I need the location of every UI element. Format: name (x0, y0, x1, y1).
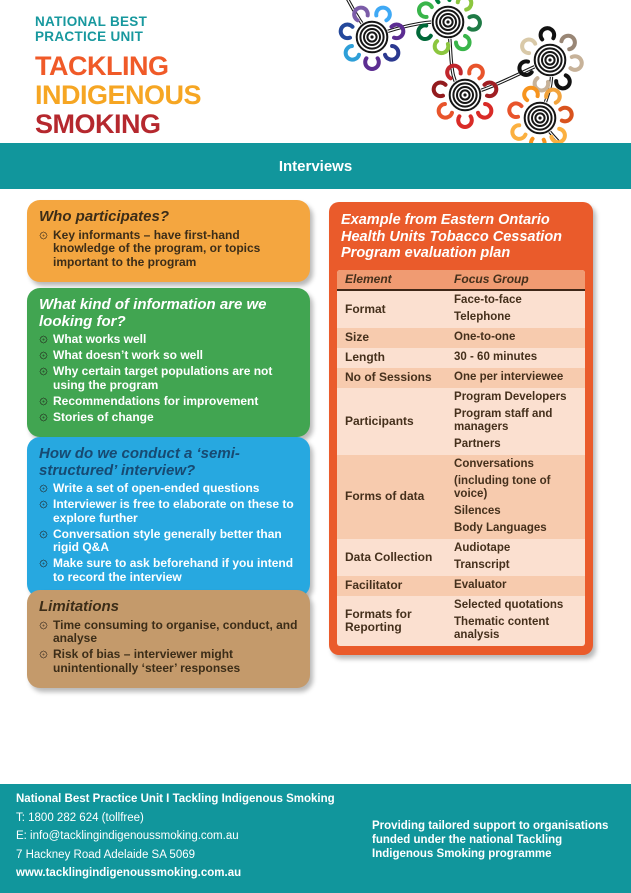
value-line: Audiotape (454, 542, 511, 555)
list-item (39, 619, 298, 646)
box-title: What kind of information are we looking for? (39, 296, 267, 330)
table-row (337, 576, 585, 596)
bullet-text: What works well (53, 332, 147, 346)
list-item (39, 349, 298, 363)
bullet-text: Key informants – have first-hand knowledge of the program, or topics important to the program (53, 227, 261, 269)
logo-unit-line2: PRACTICE UNIT (35, 29, 144, 45)
bullet-text: Interviewer is free to elaborate on these to explore further (53, 497, 294, 525)
list-item (39, 482, 298, 496)
value-line: Telephone (454, 311, 511, 324)
aboriginal-dot-art-icon (315, 0, 631, 150)
bullet-text: Time consuming to organise, conduct, and analyse (53, 617, 298, 646)
list-item (39, 411, 298, 425)
value-line: One-to-one (454, 331, 516, 344)
table-header-row (337, 270, 585, 291)
value-line: Program staff and managers (454, 408, 553, 434)
element-cell: Data Collection (345, 549, 433, 564)
box-limitations (27, 590, 310, 688)
bullet-icon (39, 484, 48, 493)
bullet-text: Why certain target populations are not using the program (53, 364, 273, 392)
element-cell: Facilitator (345, 578, 403, 593)
list-item (39, 395, 298, 409)
list-item (39, 498, 298, 525)
bullet-icon (39, 231, 48, 240)
bullet-icon (39, 650, 48, 659)
bullet-text: Conversation style generally better than rigid Q&A (53, 526, 282, 555)
bullet-text: Recommendations for improvement (53, 393, 259, 408)
list-item (39, 648, 298, 675)
table-row (337, 348, 585, 368)
bullet-icon (39, 500, 48, 509)
table-row (337, 368, 585, 388)
element-cell: Forms of data (345, 489, 425, 504)
element-cell: Participants (345, 413, 414, 428)
box-title: Limitations (39, 598, 120, 615)
table-row (337, 328, 585, 348)
bullet-icon (39, 559, 48, 568)
value-line: One per interviewee (454, 371, 564, 384)
list-item (39, 528, 298, 555)
value-line: Face-to-face (454, 294, 522, 307)
footer-website: www.tacklingindigenoussmoking.com.au (16, 867, 242, 879)
bullet-icon (39, 413, 48, 422)
bullet-icon (39, 621, 48, 630)
list-item (39, 365, 298, 392)
footer-address: 7 Hackney Road Adelaide SA 5069 (16, 848, 196, 861)
footer-org-line: National Best Practice Unit I Tackling Indigenous Smoking (16, 793, 335, 805)
value-line: Selected quotations (454, 599, 564, 612)
logo-unit-line1: NATIONAL BEST (35, 14, 148, 29)
bullet-icon (39, 351, 48, 360)
logo-word-smoking: SMOKING (35, 108, 161, 139)
evaluation-table (337, 270, 585, 646)
box-title: Who participates? (39, 208, 170, 225)
value-line: Thematic content analysis (454, 616, 550, 642)
value-line: Transcript (454, 559, 510, 572)
footer (0, 784, 631, 893)
logo-word-indigenous: INDIGENOUS (35, 80, 202, 111)
box-title: How do we conduct a ‘semi-structured’ interview? (39, 445, 240, 479)
box-who-participates (27, 200, 310, 282)
bullet-icon (39, 367, 48, 376)
bullet-icon (39, 397, 48, 406)
section-banner (0, 143, 631, 189)
bullet-text: Make sure to ask beforehand if you intend to record the interview (53, 556, 294, 584)
list-item (39, 557, 298, 584)
table-row (337, 539, 585, 576)
logo (35, 14, 201, 139)
value-line: 30 - 60 minutes (454, 351, 538, 364)
value-line: Silences (454, 505, 501, 518)
bullet-text: Stories of change (53, 409, 154, 424)
bullet-icon (39, 335, 48, 344)
example-title: Example from Eastern Ontario Health Units Tobacco Cessation Program evaluation plan (341, 212, 563, 262)
value-line: Body Languages (454, 522, 547, 535)
bullet-text: Write a set of open-ended questions (53, 481, 260, 495)
section-title: Interviews (278, 157, 353, 175)
list-item (39, 333, 298, 347)
footer-email: E: info@tacklingindigenoussmoking.com.au (16, 830, 239, 842)
footer-phone: T: 1800 282 624 (tollfree) (16, 811, 144, 824)
bullet-text: What doesn’t work so well (53, 348, 204, 363)
box-example-evaluation-plan (329, 202, 593, 655)
value-line: Conversations (454, 458, 534, 471)
element-cell: Size (345, 330, 370, 345)
element-cell: Formats for Reporting (345, 606, 412, 634)
bullet-icon (39, 530, 48, 539)
element-cell: No of Sessions (345, 370, 432, 385)
column-header-element: Element (345, 271, 392, 286)
element-cell: Length (345, 350, 385, 365)
value-line: Partners (454, 438, 501, 451)
logo-word-tackling: TACKLING (35, 51, 169, 82)
column-header-focus-group: Focus Group (454, 271, 529, 286)
box-how-to-conduct (27, 437, 310, 597)
value-line: (including tone of voice) (454, 475, 551, 501)
value-line: Evaluator (454, 579, 507, 592)
table-row (337, 291, 585, 328)
bullet-text: Risk of bias – interviewer might unintentionally ‘steer’ responses (53, 647, 241, 675)
table-row (337, 596, 585, 646)
element-cell: Format (345, 301, 386, 316)
list-item (39, 229, 298, 270)
footer-tagline: Providing tailored support to organisations funded under the national Tackling Indigenous Smoking programme (372, 820, 609, 860)
table-row (337, 455, 585, 539)
table-row (337, 388, 585, 455)
box-information-sought (27, 288, 310, 437)
value-line: Program Developers (454, 391, 567, 404)
